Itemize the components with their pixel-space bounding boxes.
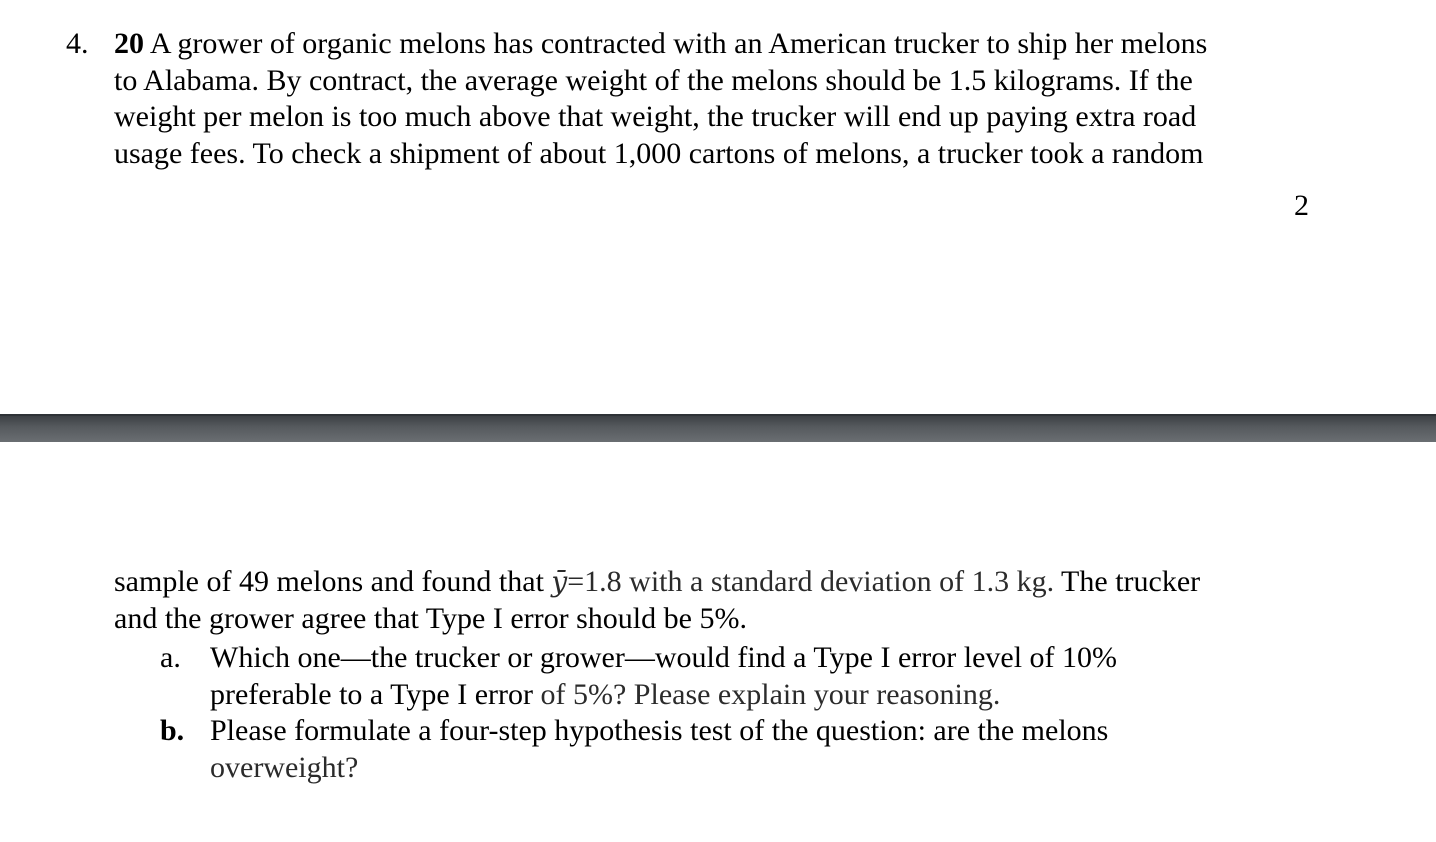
- continuation-line-2: and the grower agree that Type I error should be 5%.: [114, 601, 747, 635]
- subquestion-a-text: Which one—the trucker or grower—would find a Type I error level of 10% preferable to a Type I error of 5%? Please explain your reasoning.: [210, 641, 1118, 711]
- continuation-line-1: sample of 49 melons and found that ȳ=1.8 with a standard deviation of 1.3 kg. The trucker: [114, 565, 1201, 598]
- page-top: [0, 0, 1436, 414]
- question-continuation: [114, 564, 1200, 637]
- question-number: 4.: [66, 27, 89, 60]
- subquestion-b-text: Please formulate a four-step hypothesis test of the question: are the melons overweight?: [210, 714, 1109, 784]
- question-line-3: weight per melon is too much above that weight, the trucker will end up paying extra road: [114, 100, 1197, 133]
- y-bar-symbol: ȳ: [551, 565, 568, 598]
- question-line-4: usage fees. To check a shipment of about 1,000 cartons of melons, a trucker took a random: [114, 136, 1204, 170]
- question-line-1: 20 A grower of organic melons has contracted with an American trucker to ship her melons: [114, 27, 1208, 60]
- question-text: [114, 26, 1314, 172]
- page-break-divider: [0, 414, 1436, 442]
- question-points: 20: [114, 27, 144, 60]
- subquestion-a-label: a.: [160, 641, 181, 674]
- question-line-2: to Alabama. By contract, the average weight of the melons should be 1.5 kilograms. If the: [114, 63, 1193, 97]
- subquestion-b-label: b.: [160, 714, 185, 747]
- page-bottom: [0, 442, 1436, 842]
- page-number: 2: [1294, 189, 1309, 222]
